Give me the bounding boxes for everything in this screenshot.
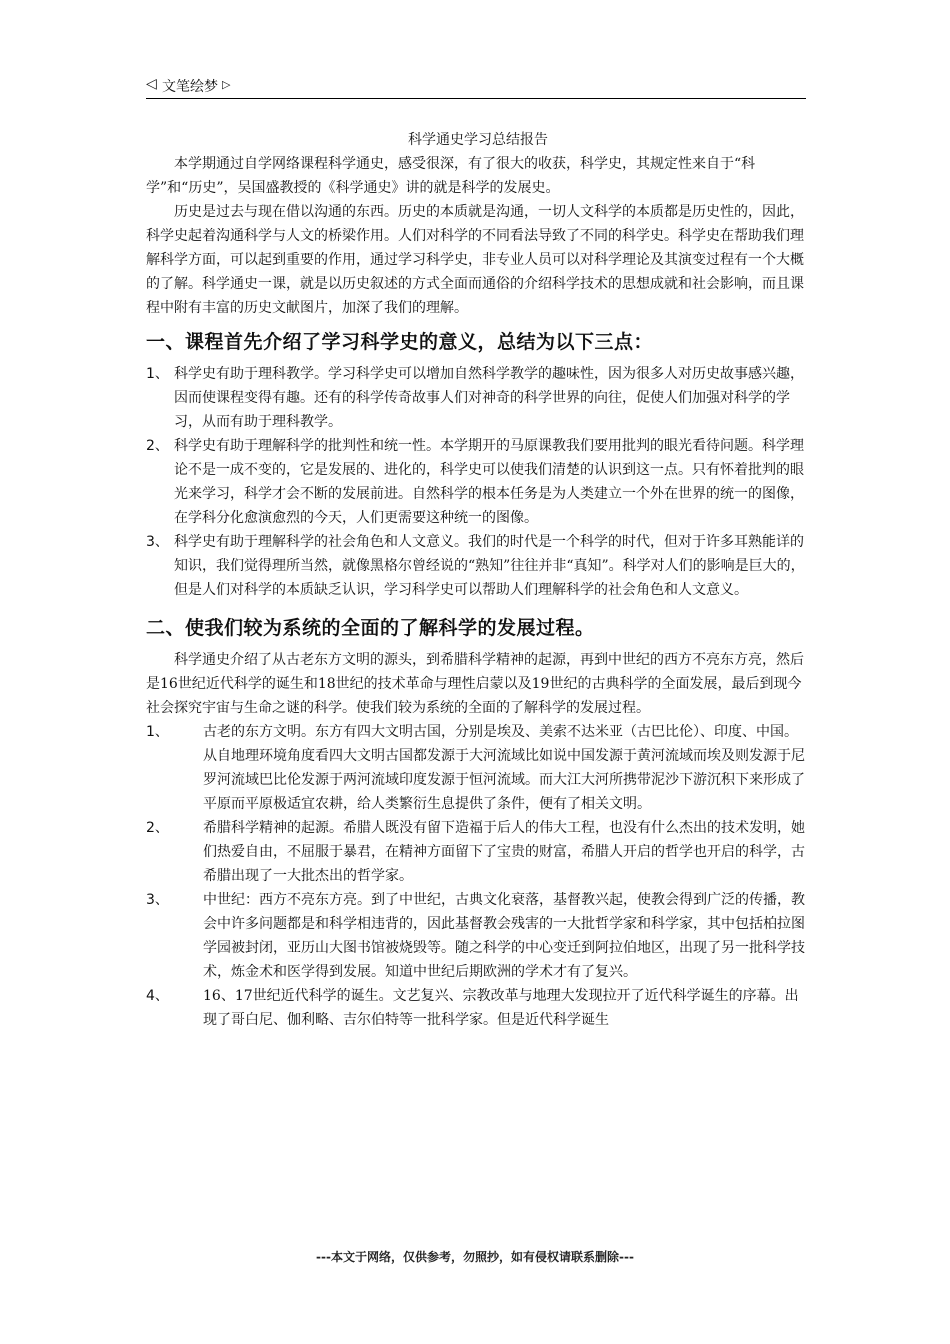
page-header xyxy=(146,72,806,99)
list-item xyxy=(146,720,810,816)
list-item xyxy=(146,984,810,1032)
document-title: 科学通史学习总结报告 xyxy=(408,132,548,148)
list-item-text: 中世纪：西方不亮东方亮。到了中世纪，古典文化衰落，基督教兴起，使教会得到广泛的传播，教会中许多问题都是和科学相违背的，因此基督教会残害的一大批哲学家和科学家，其中包括柏拉图学园被封闭，亚历山大图书馆被烧毁等。随之科学的中心变迁到阿拉伯地区，出现了另一批科学技术，炼金术和医学得到发展。知道中世纪后期欧洲的学术才有了复兴。 xyxy=(203,892,805,980)
intro-paragraph: 历史是过去与现在借以沟通的东西。历史的本质就是沟通，一切人文科学的本质都是历史性的，因此，科学史起着沟通科学与人文的桥梁作用。人们对科学的不同看法导致了不同的科学史。科学史在帮助我们理解科学方面，可以起到重要的作用，通过学习科学史，非专业人员可以对科学理论及其演变过程有一个大概的了解。科学通史一课，就是以历史叙述的方式全面而通俗的介绍科学技术的思想成就和社会影响，而且课程中附有丰富的历史文献图片，加深了我们的理解。 xyxy=(146,204,804,316)
list-item xyxy=(146,888,810,984)
list-item-text: 科学史有助于理科教学。学习科学史可以增加自然科学教学的趣味性，因为很多人对历史故事感兴趣，因而使课程变得有趣。还有的科学传奇故事人们对神奇的科学世界的向往，促使人们加强对科学的学习，从而有助于理科教学。 xyxy=(174,366,804,430)
list-number: 2、 xyxy=(146,438,169,454)
list-number: 3、 xyxy=(146,534,169,550)
list-item xyxy=(146,816,810,888)
list-item-text: 古老的东方文明。东方有四大文明古国，分别是埃及、美索不达米亚（古巴比伦）、印度、中国。从自地理环境角度看四大文明古国都发源于大河流域比如说中国发源于黄河流域而埃及则发源于尼罗河流域巴比伦发源于两河流域印度发源于恒河流域。而大江大河所携带泥沙下游沉积下来形成了平原而平原极适宜农耕，给人类繁衍生息提供了条件，便有了相关文明。 xyxy=(203,724,805,812)
list-item xyxy=(146,362,810,434)
list-item xyxy=(146,434,810,530)
list-item-text: 科学史有助于理解科学的批判性和统一性。本学期开的马原课教我们要用批判的眼光看待问题。科学理论不是一成不变的，它是发展的、进化的，科学史可以使我们清楚的认识到这一点。只有怀着批判的眼光来学习，科学才会不断的发展前进。自然科学的根本任务是为人类建立一个外在世界的统一的图像，在学科分化愈演愈烈的今天，人们更需要这种统一的图像。 xyxy=(174,438,804,526)
list-item xyxy=(146,530,810,602)
right-triangle-icon: ▷ xyxy=(222,78,231,91)
list-number: 1、 xyxy=(146,366,169,382)
header-brand: 文笔绘梦 xyxy=(162,79,218,95)
page-footer: ---本文于网络，仅供参考，勿照抄，如有侵权请联系删除--- xyxy=(316,1250,634,1264)
list-number: 4、 xyxy=(146,988,169,1004)
history-list xyxy=(146,720,810,1032)
significance-list xyxy=(146,362,810,602)
intro-paragraph: 本学期通过自学网络课程科学通史，感受很深，有了很大的收获，科学史，其规定性来自于“科学”和“历史”，吴国盛教授的《科学通史》讲的就是科学的发展史。 xyxy=(146,156,756,196)
left-triangle-icon: ◁ xyxy=(146,76,157,92)
document-body xyxy=(146,128,810,1032)
section-heading: 一、课程首先介绍了学习科学史的意义，总结为以下三点： xyxy=(146,331,654,353)
section-intro-paragraph: 科学通史介绍了从古老东方文明的源头，到希腊科学精神的起源，再到中世纪的西方不亮东方亮，然后是16世纪近代科学的诞生和18世纪的技术革命与理性启蒙以及19世纪的古典科学的全面发展，最后到现今社会探究宇宙与生命之谜的科学。使我们较为系统的全面的了解科学的发展过程。 xyxy=(146,652,804,716)
list-item-text: 希腊科学精神的起源。希腊人既没有留下造福于后人的伟大工程，也没有什么杰出的技术发明，她们热爱自由，不屈服于暴君，在精神方面留下了宝贵的财富，希腊人开启的哲学也开启的科学，古希腊出现了一大批杰出的哲学家。 xyxy=(203,820,805,884)
list-number: 1、 xyxy=(146,724,169,740)
list-item-text: 科学史有助于理解科学的社会角色和人文意义。我们的时代是一个科学的时代，但对于许多耳熟能详的知识，我们觉得理所当然，就像黑格尔曾经说的“熟知”往往并非“真知”。科学对人们的影响是巨大的，但是人们对科学的本质缺乏认识，学习科学史可以帮助人们理解科学的社会角色和人文意义。 xyxy=(174,534,805,598)
list-number: 2、 xyxy=(146,820,169,836)
list-number: 3、 xyxy=(146,892,169,908)
section-heading: 二、使我们较为系统的全面的了解科学的发展过程。 xyxy=(146,617,595,639)
list-item-text: 16、17世纪近代科学的诞生。文艺复兴、宗教改革与地理大发现拉开了近代科学诞生的序幕。出现了哥白尼、伽利略、吉尔伯特等一批科学家。但是近代科学诞生 xyxy=(203,988,799,1028)
